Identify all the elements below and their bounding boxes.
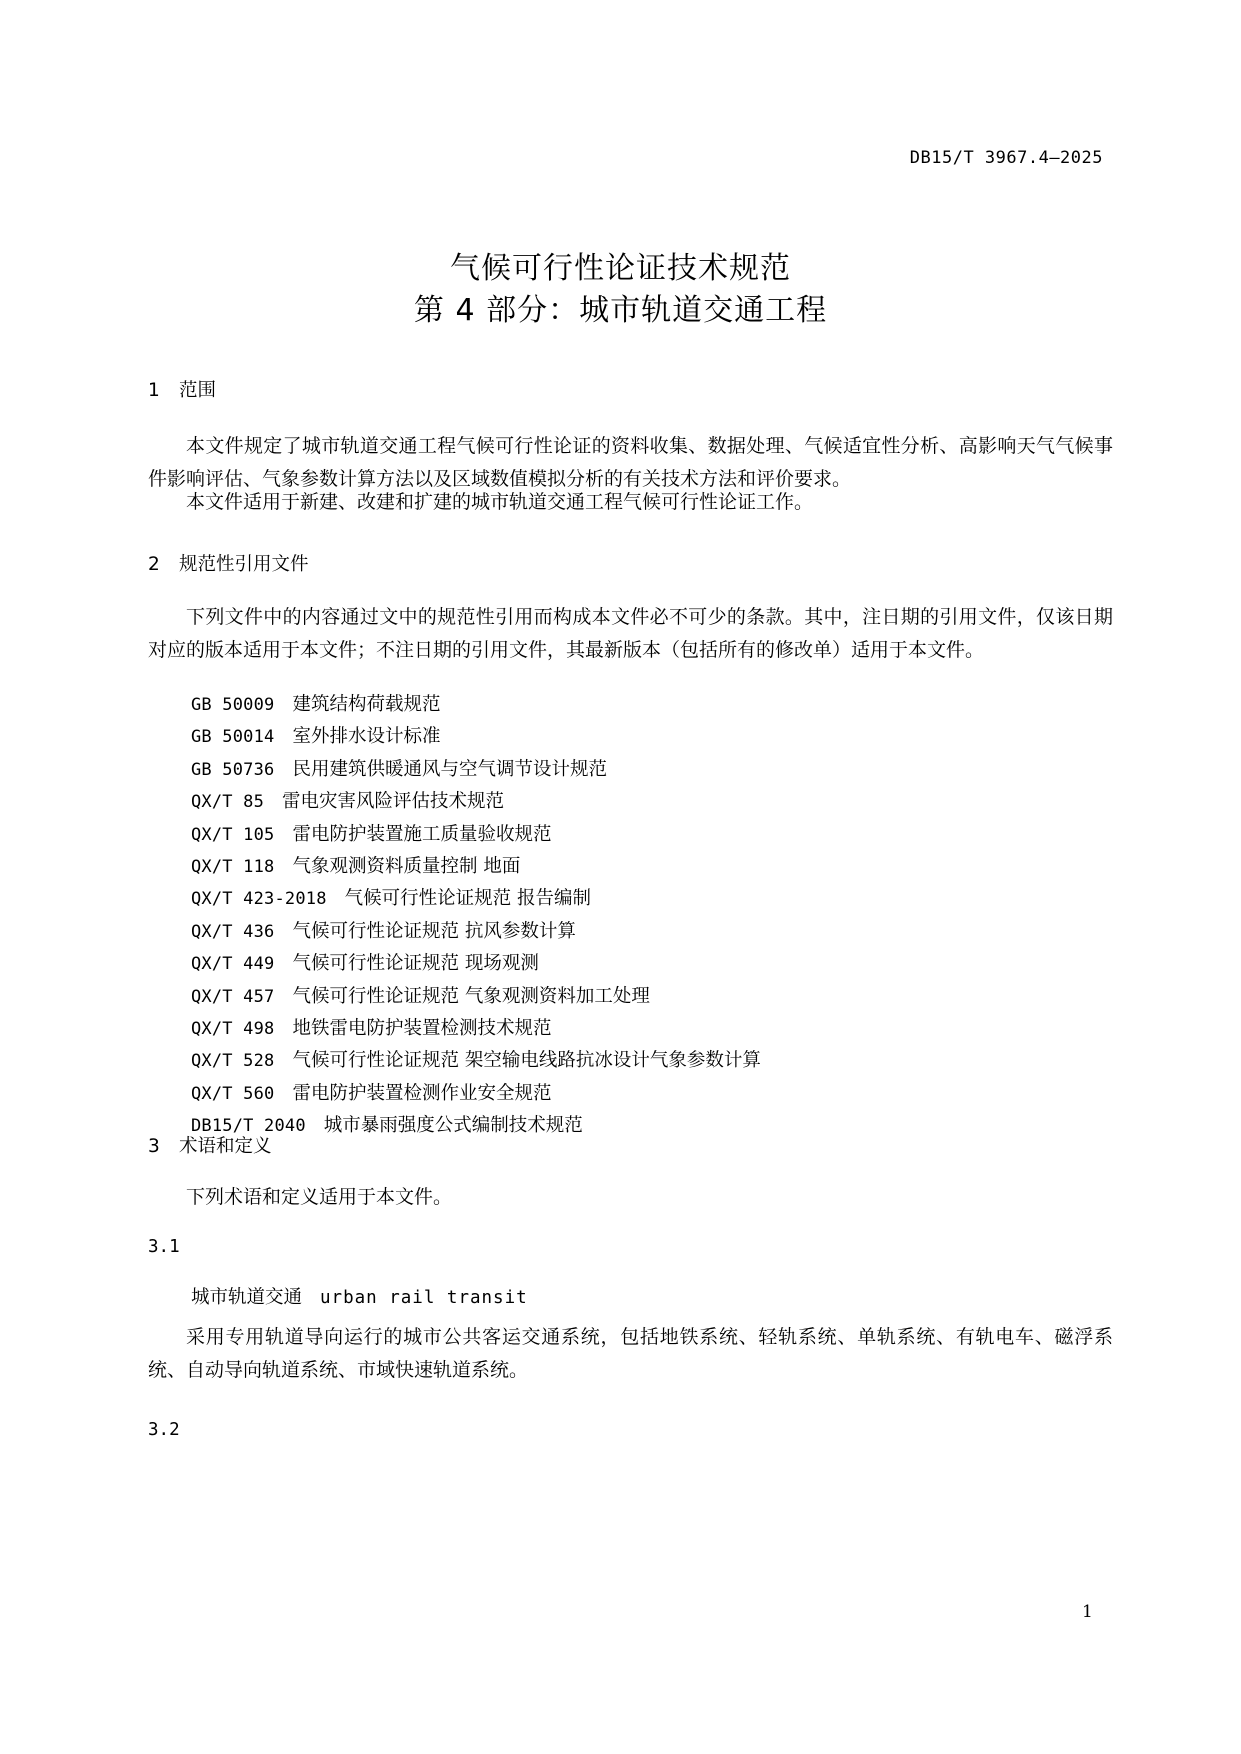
reference-item <box>191 916 761 948</box>
reference-code: GB 50009 <box>191 695 275 715</box>
reference-item <box>191 1078 761 1110</box>
title-line-2: 第 4 部分：城市轨道交通工程 <box>413 293 828 328</box>
section-title: 术语和定义 <box>179 1136 272 1157</box>
section-2-intro: 下列文件中的内容通过文中的规范性引用而构成本文件必不可少的条款。其中，注日期的引用文件，仅该日期对应的版本适用于本文件；不注日期的引用文件，其最新版本（包括所有的修改单）适用于本文件。 <box>148 606 1113 661</box>
reference-title: 地铁雷电防护装置检测技术规范 <box>292 1018 552 1040</box>
reference-code: QX/T 560 <box>191 1083 275 1104</box>
term-english: urban rail transit <box>320 1288 528 1308</box>
clause-3-1-number: 3.1 <box>148 1237 180 1257</box>
reference-code: DB15/T 2040 <box>191 1116 306 1137</box>
section-3-heading <box>148 1132 272 1158</box>
term-chinese: 城市轨道交通 <box>191 1287 303 1308</box>
reference-code: QX/T 423-2018 <box>191 889 327 910</box>
reference-item <box>191 981 761 1013</box>
reference-code: QX/T 449 <box>191 954 275 975</box>
reference-code: QX/T 85 <box>191 792 265 813</box>
reference-code: GB 50736 <box>191 759 275 780</box>
reference-title: 气候可行性论证规范 报告编制 <box>344 888 592 910</box>
clause-3-2-number: 3.2 <box>148 1420 180 1440</box>
reference-code: QX/T 528 <box>191 1051 275 1072</box>
reference-title: 雷电防护装置施工质量验收规范 <box>292 823 552 845</box>
term-definition: 采用专用轨道导向运行的城市公共客运交通系统，包括地铁系统、轻轨系统、单轨系统、有轨电车、磁浮系统、自动导向轨道系统、市域快速轨道系统。 <box>148 1326 1113 1381</box>
reference-code: GB 50014 <box>191 727 275 748</box>
reference-title: 气候可行性论证规范 架空输电线路抗冰设计气象参数计算 <box>292 1050 761 1072</box>
reference-item <box>191 721 761 753</box>
reference-title: 雷电防护装置检测作业安全规范 <box>292 1082 552 1104</box>
title-line-1: 气候可行性论证技术规范 <box>450 251 791 286</box>
reference-item <box>191 689 761 721</box>
reference-code: QX/T 105 <box>191 824 275 845</box>
normative-reference-list <box>191 689 761 1143</box>
reference-code: QX/T 436 <box>191 921 275 942</box>
section-2-heading <box>148 550 309 576</box>
page-number: 1 <box>1082 1602 1093 1622</box>
section-number: 2 <box>148 554 160 575</box>
reference-title: 雷电灾害风险评估技术规范 <box>282 791 505 813</box>
section-number: 1 <box>148 380 160 401</box>
section-1-paragraph-2: 本文件适用于新建、改建和扩建的城市轨道交通工程气候可行性论证工作。 <box>186 491 814 513</box>
section-number: 3 <box>148 1136 160 1157</box>
reference-item <box>191 786 761 818</box>
reference-title: 室外排水设计标准 <box>292 726 441 748</box>
section-title: 范围 <box>179 380 217 401</box>
reference-item <box>191 948 761 980</box>
section-title: 规范性引用文件 <box>179 554 309 575</box>
reference-item <box>191 819 761 851</box>
reference-code: QX/T 498 <box>191 1019 275 1040</box>
reference-item <box>191 1013 761 1045</box>
reference-title: 城市暴雨强度公式编制技术规范 <box>323 1115 583 1137</box>
reference-item <box>191 883 761 915</box>
reference-item <box>191 754 761 786</box>
section-1-paragraph-1: 本文件规定了城市轨道交通工程气候可行性论证的资料收集、数据处理、气候适宜性分析、高影响天气气候事件影响评估、气象参数计算方法以及区域数值模拟分析的有关技术方法和评价要求。 <box>148 435 1113 490</box>
reference-title: 气候可行性论证规范 气象观测资料加工处理 <box>292 985 650 1007</box>
reference-item <box>191 1110 761 1142</box>
reference-title: 建筑结构荷载规范 <box>292 694 441 715</box>
reference-item <box>191 851 761 883</box>
reference-title: 气候可行性论证规范 现场观测 <box>292 953 539 975</box>
section-3-intro: 下列术语和定义适用于本文件。 <box>186 1186 453 1208</box>
reference-title: 民用建筑供暖通风与空气调节设计规范 <box>292 758 607 780</box>
term-entry <box>191 1283 528 1309</box>
reference-code: QX/T 457 <box>191 986 275 1007</box>
reference-item <box>191 1045 761 1077</box>
reference-title: 气候可行性论证规范 抗风参数计算 <box>292 920 576 942</box>
document-number: DB15/T 3967.4—2025 <box>909 148 1103 168</box>
section-1-heading <box>148 376 216 402</box>
reference-title: 气象观测资料质量控制 地面 <box>292 856 521 878</box>
reference-code: QX/T 118 <box>191 857 275 878</box>
